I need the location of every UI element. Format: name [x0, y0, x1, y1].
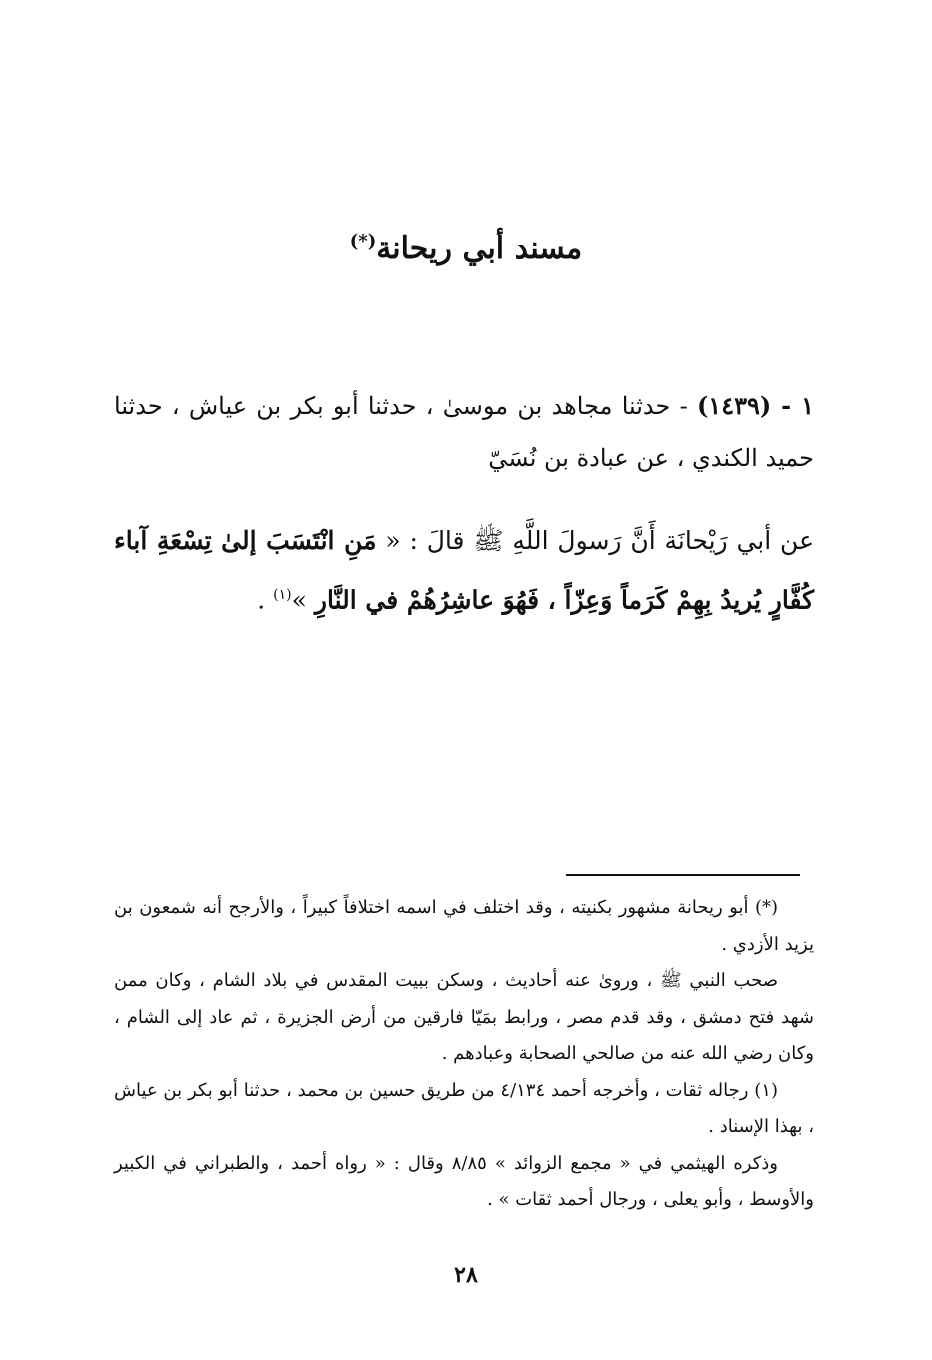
matn-close: » — [291, 585, 315, 615]
footnotes — [114, 890, 814, 1219]
hadith-isnad — [114, 380, 814, 484]
hadith-number: ١ - (١٤٣٩) — [696, 391, 814, 420]
hadith-matn — [114, 514, 814, 627]
title-text: مسند أبي ريحانة — [376, 231, 583, 266]
footnote-paragraph: (*) أبو ريحانة مشهور بكنيته ، وقد اختلف في اسمه اختلافاً كبيراً ، والأرجح أنه شمعون بن يزيد الأزدي . — [114, 897, 814, 955]
footnote-paragraph: وذكره الهيثمي في « مجمع الزوائد » ٨/٨٥ وقال : « رواه أحمد ، والطبراني في الكبير والأوسط ، وأبو يعلى ، ورجال أحمد ثقات » . — [114, 1152, 814, 1210]
footnote-paragraph: صحب النبي ﷺ ، وروىٰ عنه أحاديث ، وسكن ببيت المقدس في بلاد الشام ، وكان ممن شهد فتح دمشق ، وقد قدم مصر ، ورابط بمَيّا فارقين من أرض الجزيرة ، ثم عاد إلى الشام ، وكان رضي الله عنه من صالحي الصحابة وعبادهم . — [114, 970, 814, 1064]
matn-intro: عن أبي رَيْحانَة أَنَّ رَسولَ اللَّهِ ﷺ قالَ : « — [376, 526, 814, 555]
matn-text: مَنِ انْتَسَبَ إلىٰ تِسْعَةِ آباء كُفَّارٍ يُريدُ بِهِمْ كَرَماً وَعِزّاً ، فَهُوَ عاشِرُهُمْ في النَّارِ — [114, 526, 814, 615]
footnote-reference: (١) — [273, 587, 292, 603]
isnad-text: - حدثنا مجاهد بن موسىٰ ، حدثنا أبو بكر بن عياش ، حدثنا حميد الكندي ، عن عبادة بن نُسَيّ — [114, 392, 814, 472]
footnote-paragraph: (١) رجاله ثقات ، وأخرجه أحمد ٤/١٣٤ من طريق حسين بن محمد ، حدثنا أبو بكر بن عياش ، بهذا الإسناد . — [114, 1079, 814, 1137]
footnote-divider — [566, 874, 800, 876]
matn-end: . — [257, 585, 274, 615]
title-footnote-marker: (*) — [349, 231, 377, 252]
page-number: ٢٨ — [454, 1262, 478, 1288]
page-title — [0, 218, 932, 273]
